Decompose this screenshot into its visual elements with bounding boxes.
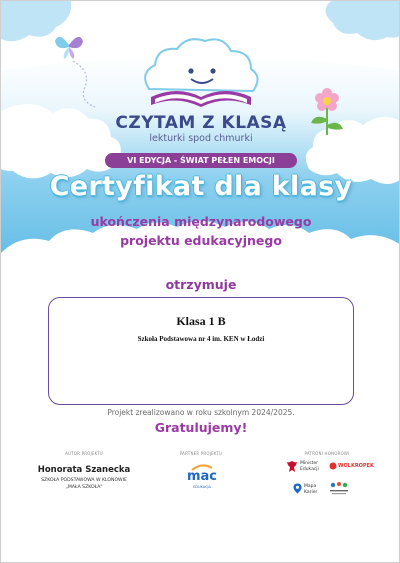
recipient-class-name: Klasa 1 B (176, 314, 226, 328)
mapa-karier-line2: Karier (304, 490, 318, 495)
certificate-subtitle-line2: projektu edukacyjnego (120, 233, 282, 248)
patronage-heading: PATRONI HONOROWI (304, 451, 350, 456)
ministry-line2: Edukacji (300, 467, 319, 472)
partner-heading: PARTNER PROJEKTU (179, 451, 223, 456)
author-school-line2: „MAŁA SZKOŁA" (65, 485, 103, 490)
recipient-school: Szkoła Podstawowa nr 4 im. KEN w Łodzi (137, 335, 265, 343)
author-name: Honorata Szanecka (37, 465, 131, 475)
congratulations-text: Gratulujemy! (154, 420, 248, 435)
author-heading: AUTOR PROJEKTU (65, 451, 103, 456)
patron-logo-small (329, 481, 349, 497)
author-school-line1: SZKOŁA PODSTAWOWA W KLONOWIE (41, 478, 127, 483)
realized-note: Projekt zrealizowano w roku szkolnym 2024/2025. (107, 408, 295, 417)
certificate-title: Certyfikat dla klasy (49, 171, 353, 202)
partner-logo: mac (186, 469, 218, 484)
eagle-emblem-icon (286, 460, 298, 474)
receives-label: otrzymuje (165, 277, 237, 292)
ministry-line1: Minister (300, 461, 318, 466)
wolkropek-icon (329, 462, 337, 470)
mapa-karier-line1: Mapa (304, 484, 317, 489)
map-pin-icon (293, 483, 302, 494)
wolkropek-logo: WOLKROPEK (338, 463, 374, 469)
brand-title: CZYTAM Z KLASĄ (115, 113, 287, 133)
edition-badge: VI EDYCJA - ŚWIAT PEŁEN EMOCJI (105, 153, 297, 168)
partner-logo-sub: EDUKACJA (193, 485, 211, 489)
brand-subtitle: lekturki spod chmurki (149, 133, 253, 144)
certificate-subtitle-line1: ukończenia międzynarodowego (90, 214, 312, 229)
